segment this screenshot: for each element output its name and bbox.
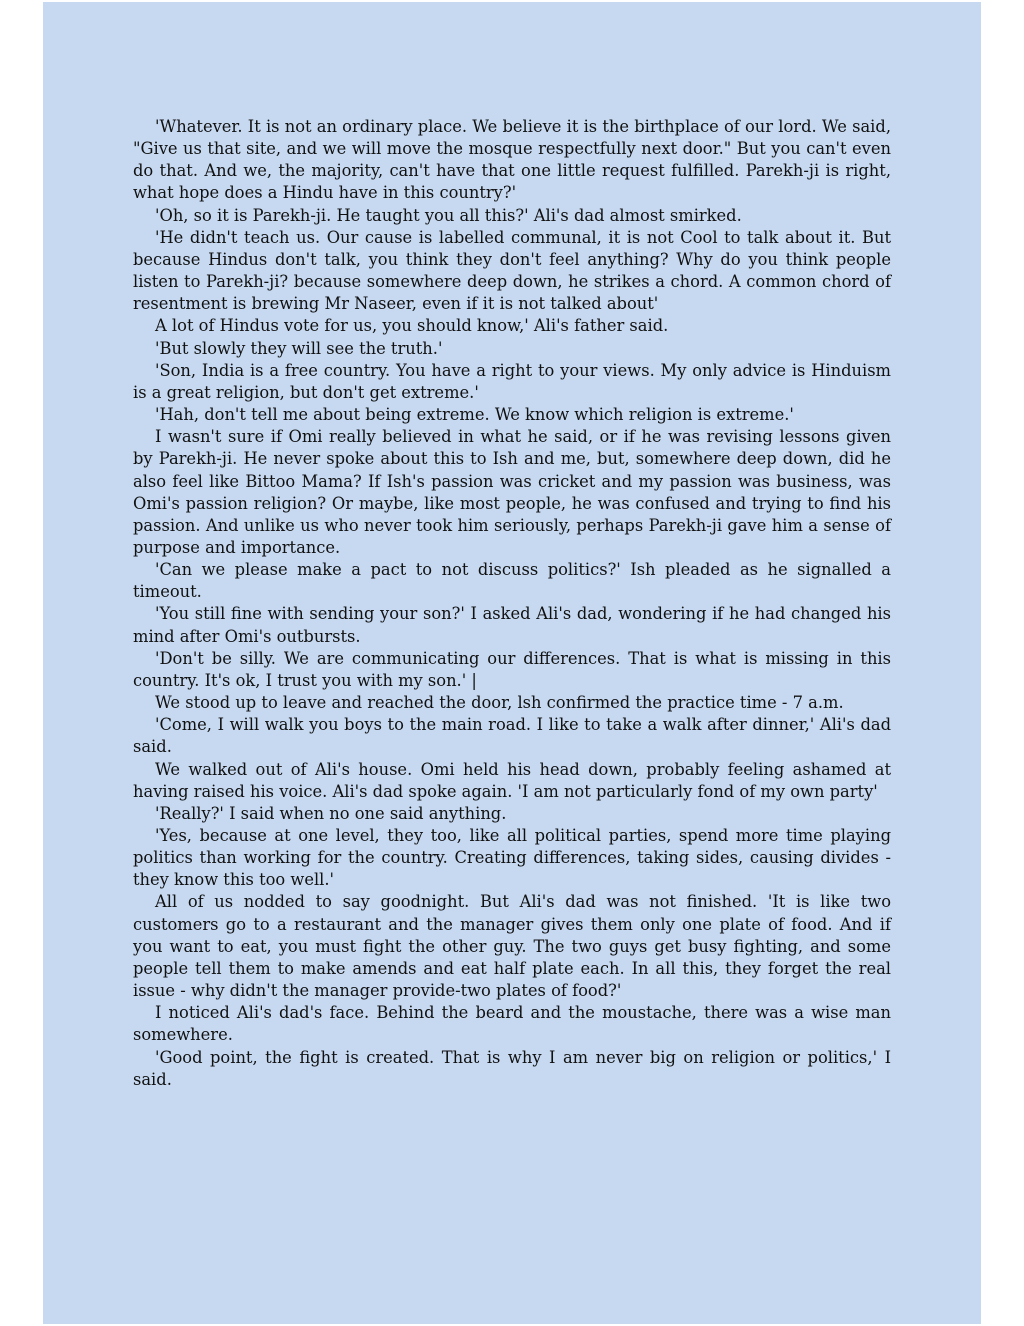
paragraph: 'Really?' I said when no one said anything. — [155, 803, 507, 823]
paragraph: 'Come, I will walk you boys to the main road. I like to take a walk after dinner,' Ali's dad said. — [133, 715, 891, 757]
paragraph: 'He didn't teach us. Our cause is labelled communal, it is not Cool to talk about it. But because Hindus don't talk, you think they don't feel anything? Why do you think people listen to Parekh-ji? because somewhere deep down, he strikes a chord. A common chord of resentment is brewing Mr Naseer, even if it is not talked about' — [133, 227, 891, 314]
paragraph: 'But slowly they will see the truth.' — [155, 338, 443, 358]
paragraph: I wasn't sure if Omi really believed in what he said, or if he was revising lessons given by Parekh-ji. He never spoke about this to Ish and me, but, somewhere deep down, did he also feel like Bittoo Mama? If Ish's passion was cricket and my passion was business, was Omi's passion religion? Or maybe, like most people, he was confused and trying to find his passion. And unlike us who never took him seriously, perhaps Parekh-ji gave him a sense of purpose and importance. — [133, 427, 891, 557]
document-page — [43, 2, 981, 1324]
paragraph: All of us nodded to say goodnight. But Ali's dad was not finished. 'It is like two customers go to a restaurant and the manager gives them only one plate of food. And if you want to eat, you must fight the other guy. The two guys get busy fighting, and some people tell them to make amends and eat half plate each. In all this, they forget the real issue - why didn't the manager provide-two plates of food?' — [133, 892, 891, 1001]
paragraph: 'Can we please make a pact to not discuss politics?' Ish pleaded as he signalled a timeout. — [133, 560, 891, 602]
paragraph: 'You still fine with sending your son?' I asked Ali's dad, wondering if he had changed his mind after Omi's outbursts. — [133, 604, 891, 646]
paragraph: 'Son, India is a free country. You have a right to your views. My only advice is Hinduism is a great religion, but don't get extreme.' — [133, 360, 891, 402]
paragraph: 'Whatever. It is not an ordinary place. We believe it is the birthplace of our lord. We said, "Give us that site, and we will move the mosque respectfully next door." But you can't even do that. And we, the majority, can't have that one little request fulfilled. Parekh-ji is right, what hope does a Hindu have in this country?' — [133, 117, 891, 203]
paragraph: We walked out of Ali's house. Omi held his head down, probably feeling ashamed at having raised his voice. Ali's dad spoke again. 'I am not particularly fond of my own party' — [133, 759, 891, 801]
paragraph: 'Don't be silly. We are communicating our differences. That is what is missing in this country. It's ok, I trust you with my son.' | — [133, 648, 891, 690]
paragraph: We stood up to leave and reached the door, lsh confirmed the practice time - 7 a.m. — [155, 693, 844, 713]
paragraph: A lot of Hindus vote for us, you should know,' Ali's father said. — [155, 316, 669, 336]
paragraph: 'Good point, the fight is created. That is why I am never big on religion or politics,' I said. — [133, 1047, 891, 1089]
page-text — [133, 116, 891, 1091]
paragraph: 'Oh, so it is Parekh-ji. He taught you all this?' Ali's dad almost smirked. — [155, 205, 742, 225]
paragraph: I noticed Ali's dad's face. Behind the beard and the moustache, there was a wise man somewhere. — [133, 1003, 891, 1045]
paragraph: 'Yes, because at one level, they too, like all political parties, spend more time playing politics than working for the country. Creating differences, taking sides, causing divides - they know this too well.' — [133, 826, 891, 890]
paragraph: 'Hah, don't tell me about being extreme. We know which religion is extreme.' — [155, 405, 794, 425]
